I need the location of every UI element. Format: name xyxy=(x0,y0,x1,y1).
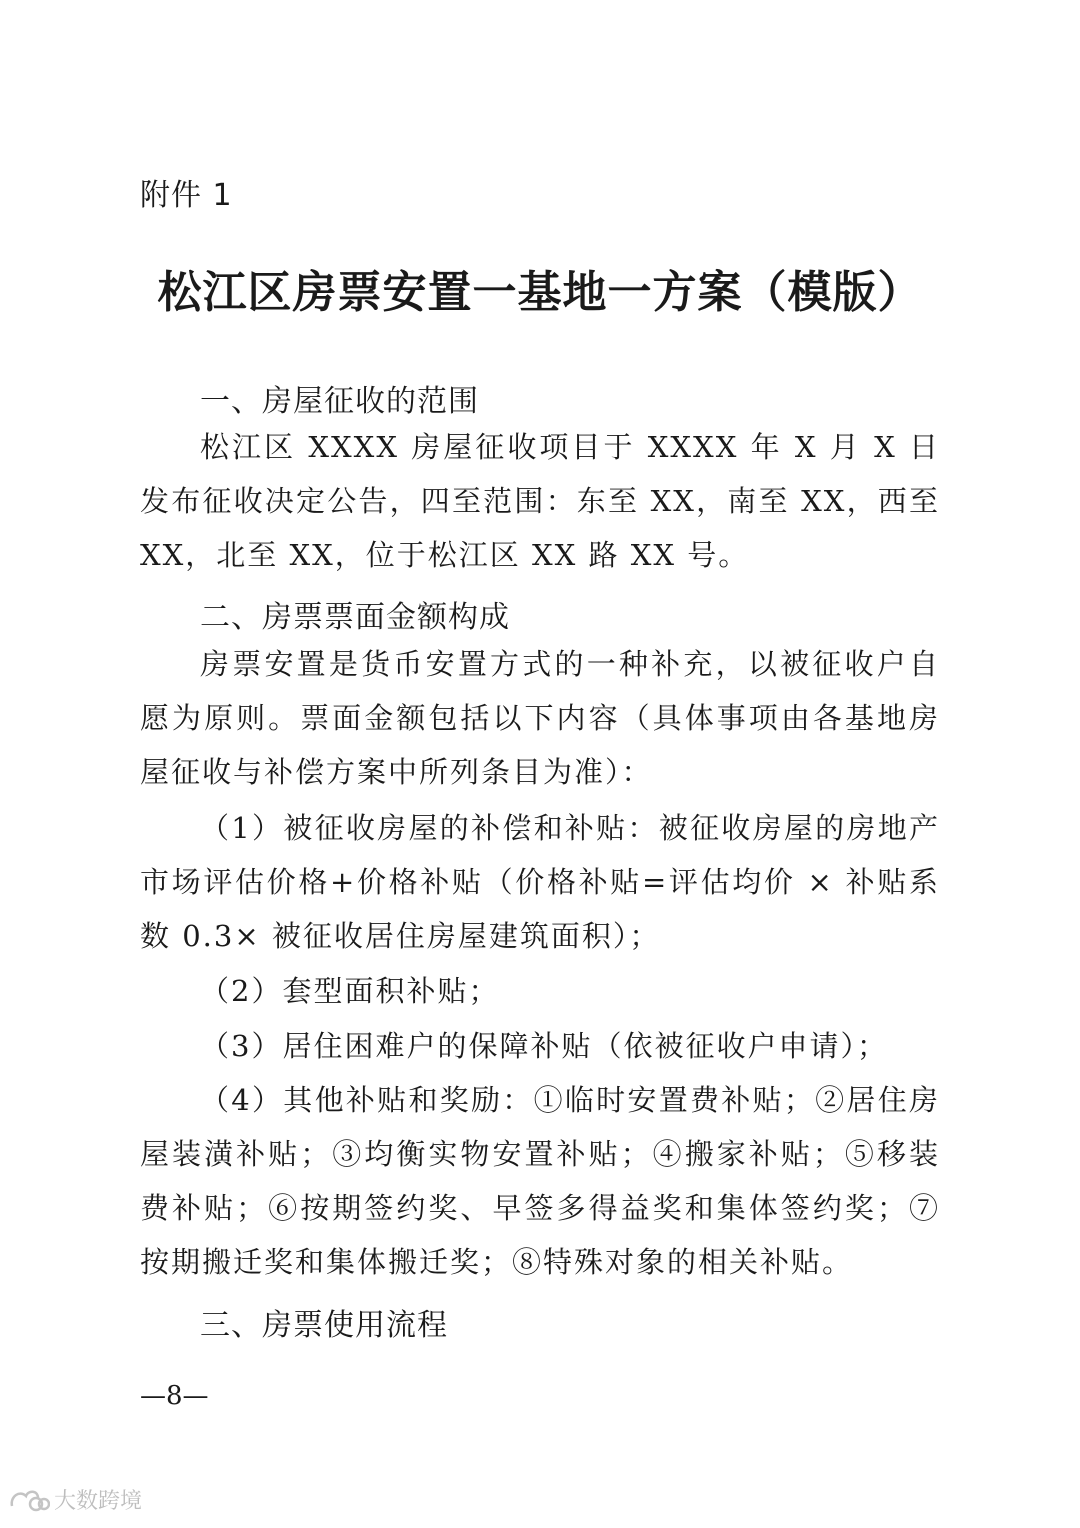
paragraph-amount-intro: 房票安置是货币安置方式的一种补充，以被征收户自愿为原则。票面金额包括以下内容（具体事项由各基地房屋征收与补偿方案中所列条目为准）： xyxy=(140,647,940,789)
page-number: —8— xyxy=(140,1381,209,1411)
watermark-text: 大数跨境 xyxy=(54,1489,143,1514)
watermark xyxy=(8,1484,142,1515)
paragraph-item-3: （3）居住困难户的保障补贴（依被征收户申请）； xyxy=(200,1029,888,1063)
paragraph-item-4: （4）其他补贴和奖励：①临时安置费补贴；②居住房屋装潢补贴；③均衡实物安置补贴；④搬家补贴；⑤移装费补贴；⑥按期签约奖、早签多得益奖和集体签约奖；⑦按期搬迁奖和集体搬迁奖；⑧特殊对象的相关补贴。 xyxy=(140,1083,940,1279)
section-heading-process: 三、房票使用流程 xyxy=(200,1308,448,1343)
document-title: 松江区房票安置一基地一方案（模版） xyxy=(157,267,923,318)
attachment-label: 附件 1 xyxy=(140,178,233,213)
paragraph-item-2: （2）套型面积补贴； xyxy=(200,974,500,1008)
paragraph-item-1: （1）被征收房屋的补偿和补贴：被征收房屋的房地产市场评估价格+价格补贴（价格补贴=评估均价 × 补贴系数 0.3× 被征收居住房屋建筑面积）； xyxy=(140,811,940,953)
section-heading-amount: 二、房票票面金额构成 xyxy=(200,600,510,635)
section-heading-scope: 一、房屋征收的范围 xyxy=(200,384,479,419)
paragraph-scope: 松江区 XXXX 房屋征收项目于 XXXX 年 X 月 X 日发布征收决定公告，四至范围：东至 XX，南至 XX，西至 XX，北至 XX，位于松江区 XX 路 XX 号。 xyxy=(140,430,940,572)
watermark-logo-icon xyxy=(8,1486,50,1514)
